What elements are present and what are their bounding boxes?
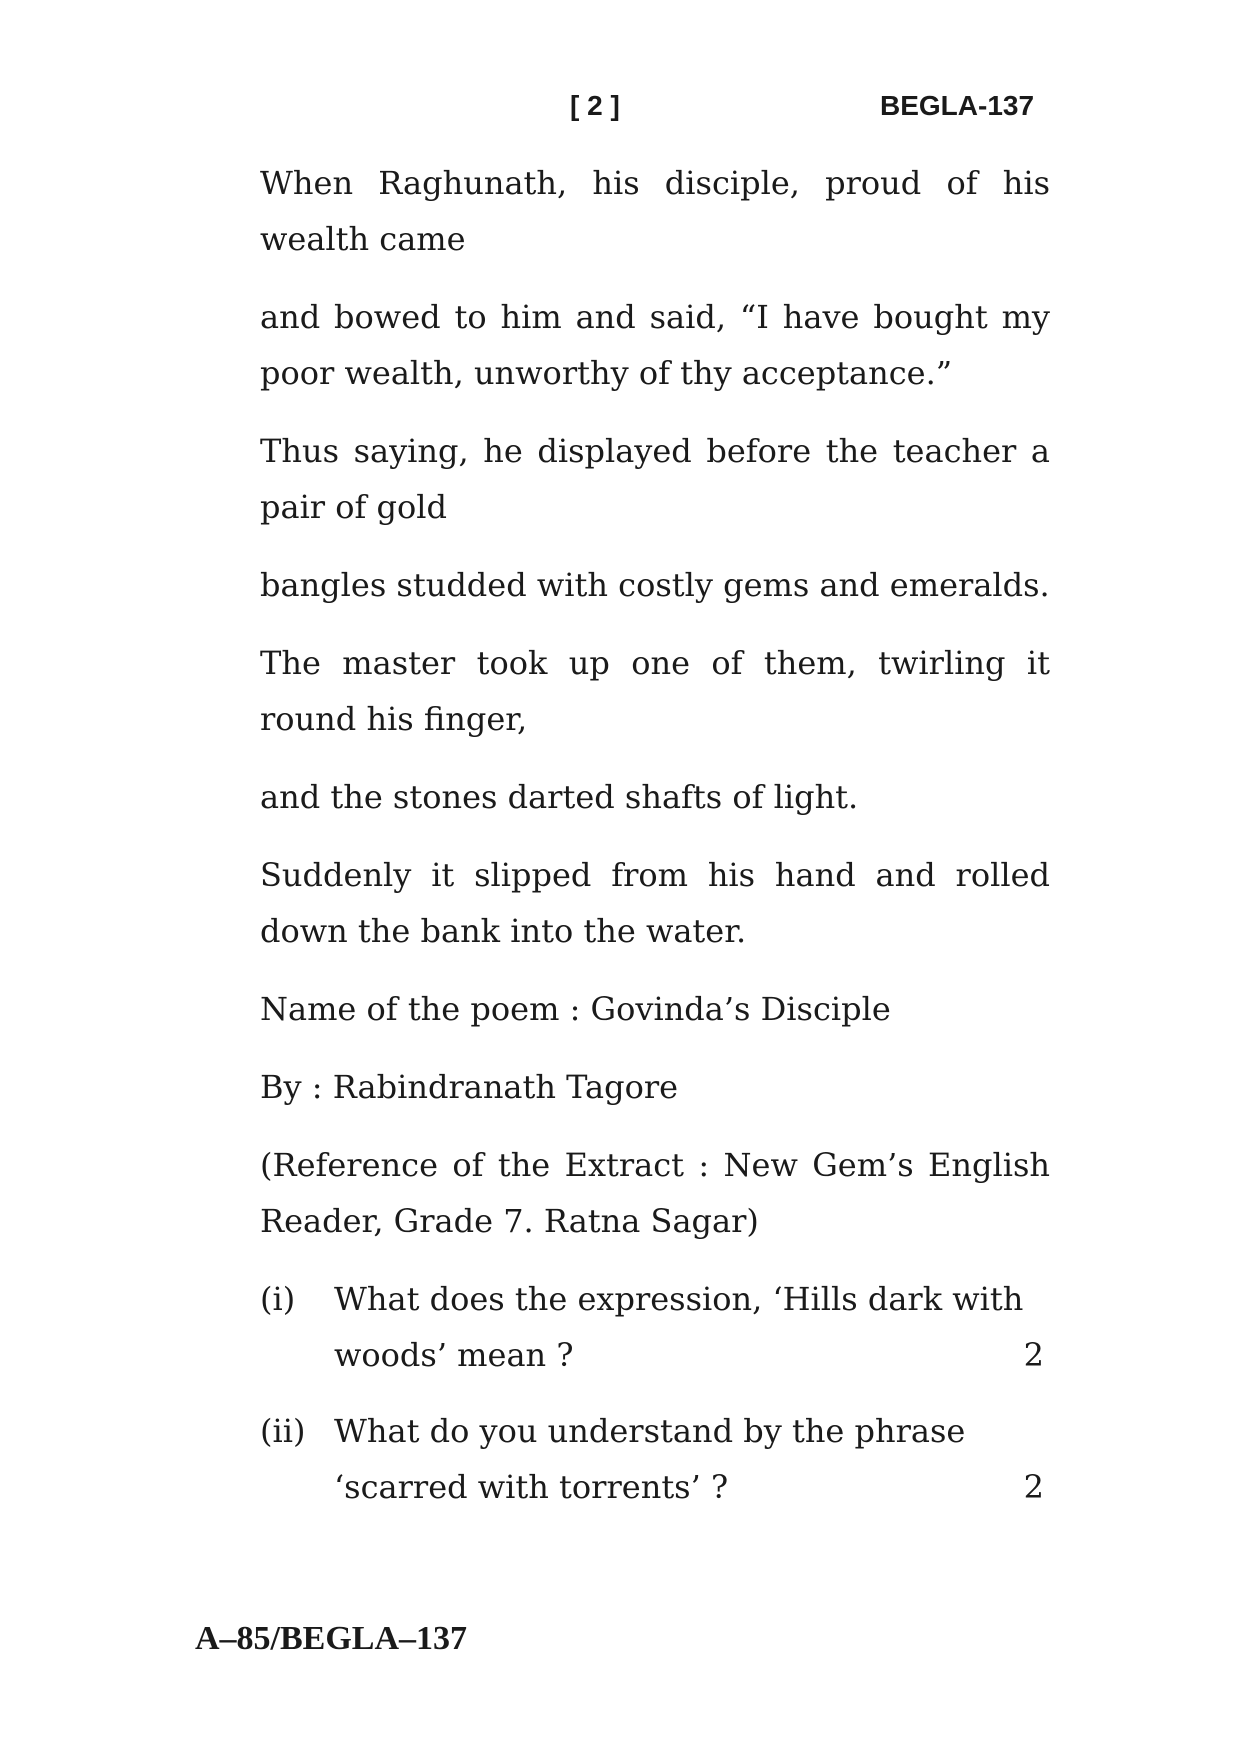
- question-number: (i): [260, 1280, 296, 1318]
- question-item: [260, 1403, 1050, 1515]
- extract-paragraph: The master took up one of them, twirling it round his finger,: [260, 644, 1050, 738]
- extract-paragraph: and bowed to him and said, “I have bought my poor wealth, unworthy of thy acceptance.”: [260, 298, 1050, 392]
- page-number: [ 2 ]: [570, 90, 620, 121]
- question-last-line: [334, 1459, 1050, 1515]
- question-marks: 2: [1023, 1468, 1044, 1506]
- question-marks: 2: [1023, 1336, 1044, 1374]
- extract-content: [260, 155, 1050, 1535]
- extract-paragraph: and the stones darted shafts of light.: [260, 778, 859, 816]
- question-text-end: woods’ mean ?: [334, 1336, 574, 1374]
- course-code-header: BEGLA-137: [880, 90, 1035, 121]
- poem-name: Name of the poem : Govinda’s Disciple: [260, 990, 891, 1028]
- extract-paragraph: Thus saying, he displayed before the teacher a pair of gold: [260, 432, 1050, 526]
- question-text: What do you understand by the phrase: [334, 1412, 966, 1450]
- question-number: (ii): [260, 1412, 306, 1450]
- question-body: [334, 1271, 1050, 1383]
- extract-paragraph: When Raghunath, his disciple, proud of his wealth came: [260, 164, 1050, 258]
- question-last-line: [334, 1327, 1050, 1383]
- question-item: [260, 1271, 1050, 1383]
- extract-paragraph: bangles studded with costly gems and emeralds.: [260, 566, 1050, 604]
- footer-code: A–85/BEGLA–137: [195, 1620, 468, 1657]
- question-body: [334, 1403, 1050, 1515]
- extract-reference: (Reference of the Extract : New Gem’s English Reader, Grade 7. Ratna Sagar): [260, 1146, 1050, 1240]
- question-text-end: ‘scarred with torrents’ ?: [334, 1468, 729, 1506]
- question-text: What does the expression, ‘Hills dark with: [334, 1280, 1024, 1318]
- extract-paragraph: Suddenly it slipped from his hand and rolled down the bank into the water.: [260, 856, 1050, 950]
- poem-author: By : Rabindranath Tagore: [260, 1068, 679, 1106]
